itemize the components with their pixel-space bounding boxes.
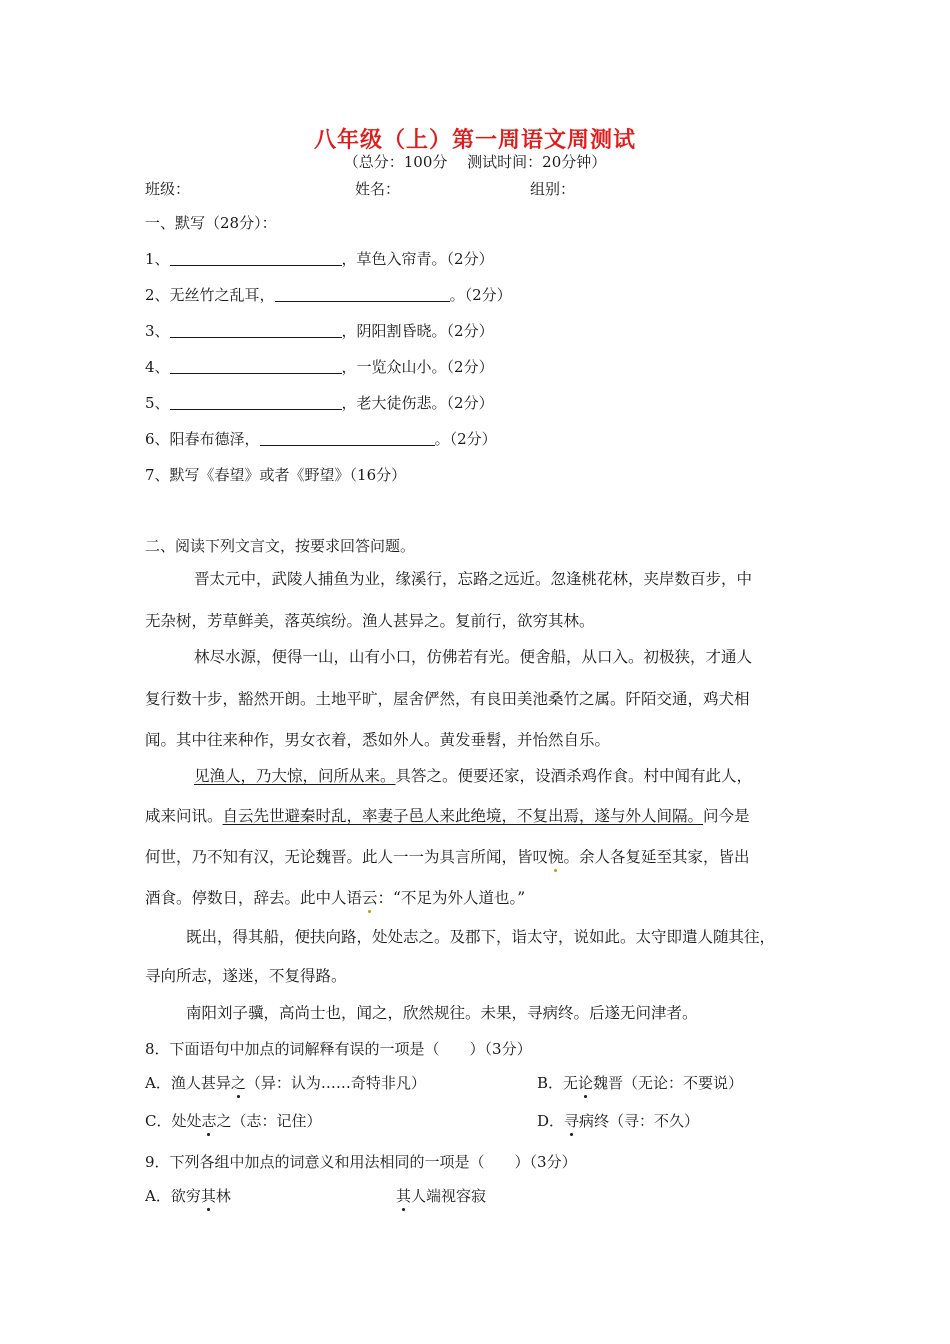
item-number: 5、 (145, 394, 170, 412)
answer-blank[interactable] (260, 430, 435, 446)
item-prefix: 阳春布德泽， (169, 430, 260, 448)
passage-line (145, 806, 750, 826)
option-text: （异：认为……奇特非凡） (245, 1074, 426, 1092)
item-number: 6、 (145, 430, 170, 448)
option-text: 林 (215, 1187, 231, 1205)
passage-text: 具答之。便要还家，设酒杀鸡作食。村中闻有此人， (395, 767, 753, 785)
option-text: C．处处 (145, 1112, 202, 1130)
answer-blank[interactable] (170, 250, 342, 266)
passage-line (194, 766, 752, 786)
passage-line: 既出，得其船，便扶向路，处处志之。及郡下，诣太守，说如此。太守即遣人随其往， (186, 928, 776, 946)
option-8b[interactable] (537, 1073, 743, 1093)
question-8: 8．下面语句中加点的词解释有误的一项是（ ）（3分） (145, 1040, 532, 1058)
passage-text: 酒食。停数日，辞去。此中人语 (145, 889, 363, 907)
option-text: B．无 (537, 1074, 579, 1092)
name-label: 姓名： (355, 180, 401, 198)
item-prefix: 无丝竹之乱耳， (169, 286, 275, 304)
emphasis-dot-word: 之 (230, 1074, 246, 1092)
passage-line: 晋太元中，武陵人捕鱼为业，缘溪行，忘路之远近。忽逢桃花林，夹岸数百步，中 (194, 570, 753, 588)
option-8d[interactable] (537, 1111, 699, 1131)
section1-heading: 一、默写（28分）： (145, 214, 277, 232)
emphasis-dot-word: 志 (201, 1112, 217, 1130)
passage-text: 。余人各复延至其家，皆出 (563, 848, 750, 866)
item-text: 。（2分） (449, 286, 512, 304)
passage-text: ：“不足为外人道也。” (377, 889, 526, 907)
item-text: ，草色入帘青。（2分） (341, 250, 494, 268)
item-number: 3、 (145, 322, 170, 340)
passage-text: 问今是 (703, 807, 750, 825)
fill-item-4 (145, 357, 494, 377)
section2-heading: 二、阅读下列文言文，按要求回答问题。 (145, 537, 416, 555)
item-number: 1、 (145, 250, 170, 268)
fill-item-7: 7、默写《春望》或者《野望》（16分） (145, 466, 407, 484)
fill-item-3 (145, 321, 494, 341)
emphasis-dot-word: 惋 (548, 848, 564, 866)
item-number: 2、 (145, 286, 170, 304)
passage-line: 寻向所志，遂迷，不复得路。 (145, 967, 347, 985)
option-8a[interactable] (145, 1073, 426, 1093)
class-label: 班级： (145, 180, 191, 198)
answer-blank[interactable] (275, 286, 450, 302)
emphasis-dot-word: 云 (362, 889, 378, 907)
fill-item-2 (145, 285, 512, 305)
option-9a[interactable] (145, 1186, 231, 1206)
option-text: D． (537, 1112, 565, 1130)
option-text: 人端视容寂 (411, 1187, 487, 1205)
passage-line (145, 847, 750, 867)
item-number: 4、 (145, 358, 170, 376)
answer-blank[interactable] (170, 394, 342, 410)
item-text: ，阴阳割昏晓。（2分） (341, 322, 494, 340)
passage-line: 无杂树，芳草鲜美，落英缤纷。渔人甚异之。复前行，欲穷其林。 (145, 612, 595, 630)
emphasis-dot-word: 论 (578, 1074, 594, 1092)
item-text: 。（2分） (434, 430, 497, 448)
page-subtitle: （总分：100分 测试时间：20分钟） (343, 153, 607, 171)
fill-item-1 (145, 249, 494, 269)
passage-text: 何世，乃不知有汉，无论魏晋。此人一一为具言所闻，皆叹 (145, 848, 549, 866)
passage-line (145, 888, 525, 908)
question-9: 9．下列各组中加点的词意义和用法相同的一项是（ ）（3分） (145, 1153, 577, 1171)
option-text: 之（志：记住） (216, 1112, 322, 1130)
group-label: 组别： (530, 180, 576, 198)
answer-blank[interactable] (170, 358, 342, 374)
fill-item-6 (145, 429, 497, 449)
underlined-sentence: 自云先世避秦时乱，率妻子邑人来此绝境，不复出焉，遂与外人间隔。 (222, 807, 704, 825)
passage-line: 复行数十步，豁然开朗。土地平旷，屋舍俨然，有良田美池桑竹之属。阡陌交通，鸡犬相 (145, 690, 750, 708)
page-title: 八年级（上）第一周语文周测试 (313, 127, 636, 153)
option-8c[interactable] (145, 1111, 322, 1131)
item-text: ，一览众山小。（2分） (341, 358, 494, 376)
fill-item-5 (145, 393, 494, 413)
passage-text: 咸来问讯 (145, 807, 208, 825)
passage-line: 闻。其中往来种作，男女衣着，悉如外人。黄发垂髫，并怡然自乐。 (145, 731, 611, 749)
option-text: 魏晋（无论：不要说） (593, 1074, 744, 1092)
answer-blank[interactable] (170, 322, 342, 338)
passage-line: 林尽水源，便得一山，山有小口，仿佛若有光。便舍船，从口入。初极狭，才通人 (194, 648, 753, 666)
option-text: A．渔人甚异 (145, 1074, 231, 1092)
item-text: ，老大徒伤悲。（2分） (341, 394, 494, 412)
emphasis-dot-word: 寻 (564, 1112, 580, 1130)
option-text: A．欲穷 (145, 1187, 201, 1205)
option-text: 病终（寻：不久） (579, 1112, 700, 1130)
passage-text: 。 (207, 807, 223, 825)
passage-line: 南阳刘子骥，高尚士也，闻之，欣然规往。未果，寻病终。后遂无问津者。 (186, 1004, 698, 1022)
option-9a-pair (396, 1186, 486, 1206)
underlined-sentence: 见渔人，乃大惊，问所从来。 (194, 767, 396, 785)
emphasis-dot-word: 其 (200, 1187, 216, 1205)
emphasis-dot-word: 其 (396, 1187, 412, 1205)
